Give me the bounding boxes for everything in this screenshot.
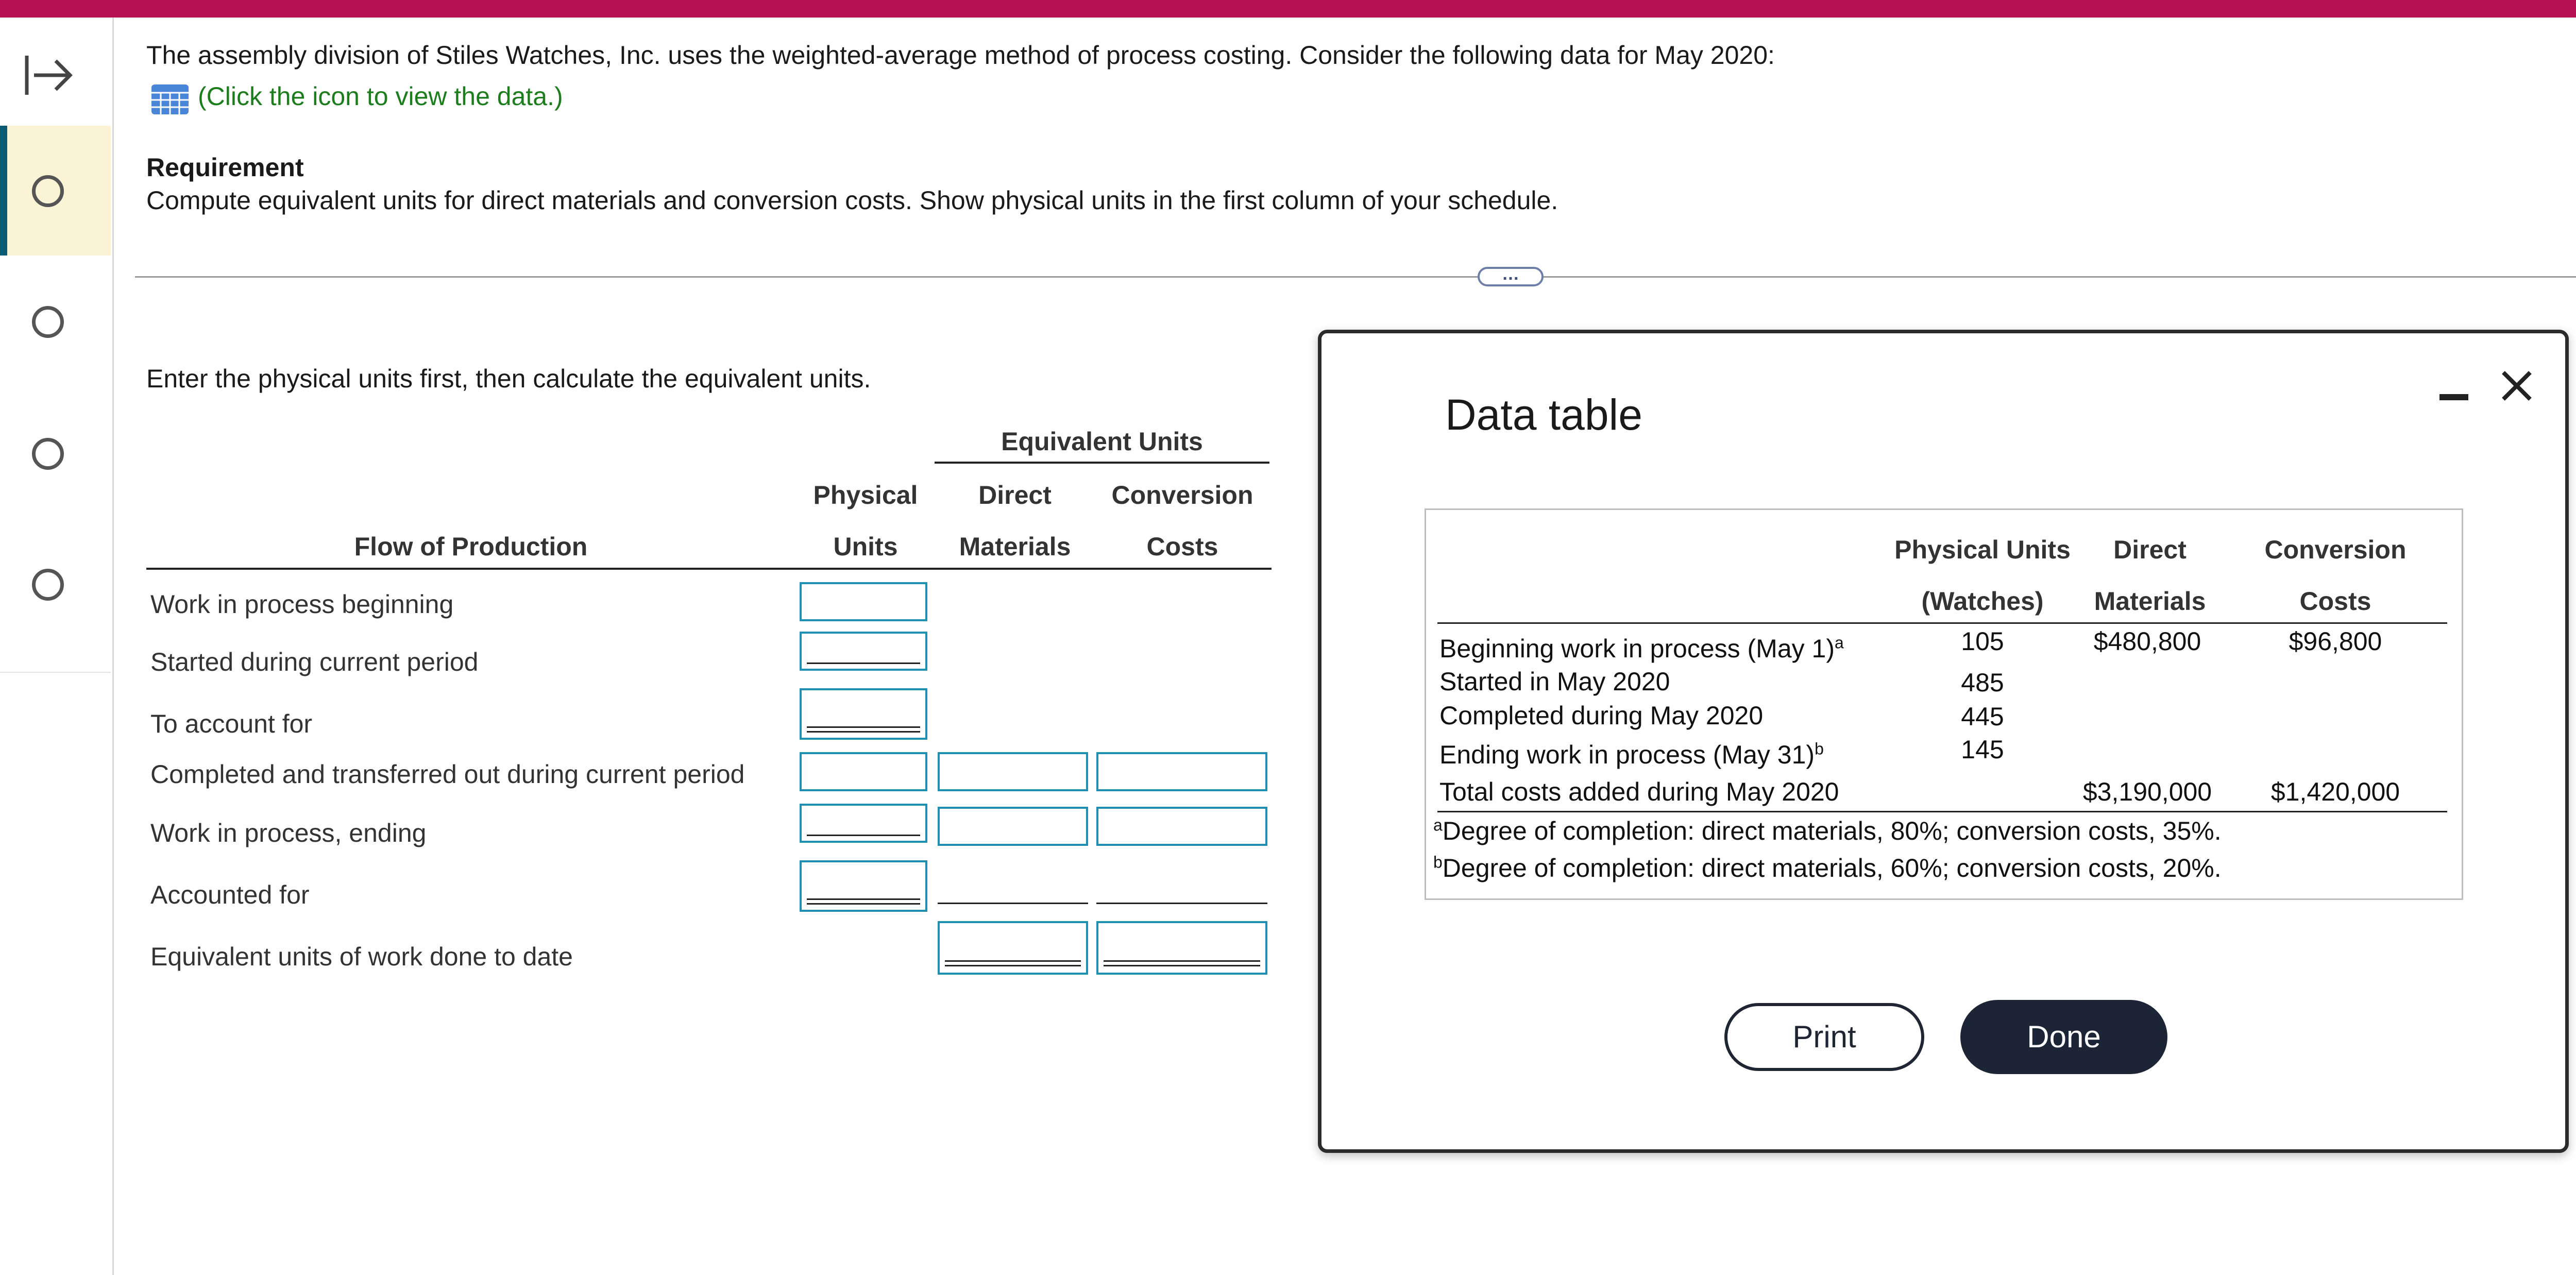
nav-question-1[interactable] <box>0 126 111 256</box>
problem-prompt: The assembly division of Stiles Watches, Inc. uses the weighted-average method of process costing. Consider the following data for May 2020: <box>146 41 1775 70</box>
dt-ending-physical: 145 <box>1961 735 2004 764</box>
dt-physical-header-2: (Watches) <box>1921 587 2044 616</box>
conversion-header-1: Conversion <box>1111 481 1253 509</box>
physical-units-wip-ending-input[interactable] <box>800 804 927 843</box>
schedule-instruction: Enter the physical units first, then calculate the equivalent units. <box>146 364 871 393</box>
done-button[interactable]: Done <box>1960 1000 2167 1074</box>
cc-wip-ending-input[interactable] <box>1096 807 1267 846</box>
total-underline <box>807 662 920 664</box>
double-underline <box>807 898 920 905</box>
view-data-link-text[interactable]: (Click the icon to view the data.) <box>198 82 563 111</box>
requirement-title: Requirement <box>146 153 304 182</box>
footnote-mark: b <box>1815 739 1824 758</box>
double-underline <box>807 726 920 733</box>
dt-footnote-a <box>1433 816 2222 846</box>
minimize-icon[interactable] <box>2437 380 2470 413</box>
dt-beginning-dm: $480,800 <box>2093 627 2201 656</box>
pane-divider <box>135 276 2576 278</box>
cc-equivalent-units-input[interactable] <box>1096 921 1267 975</box>
dt-row-label: Beginning work in process (May 1) <box>1439 634 1835 663</box>
physical-units-to-account-for-input[interactable] <box>800 688 927 740</box>
double-underline <box>1104 960 1260 966</box>
dt-completed-physical: 445 <box>1961 702 2004 731</box>
row-label-wip-ending: Work in process, ending <box>150 819 427 847</box>
equivalent-units-header: Equivalent Units <box>1001 427 1203 456</box>
nav-question-3[interactable] <box>0 386 111 516</box>
footnote-text: Degree of completion: direct materials, 60%; conversion costs, 20%. <box>1442 854 2222 882</box>
dt-row-beginning-wip <box>1439 634 1844 664</box>
dt-row-started: Started in May 2020 <box>1439 667 1670 696</box>
double-underline <box>945 960 1081 966</box>
nav-question-4[interactable] <box>0 516 111 646</box>
table-grid-icon[interactable] <box>150 83 190 115</box>
footnote-text: Degree of completion: direct materials, 80%; conversion costs, 35%. <box>1442 817 2222 845</box>
schedule-header-rule <box>146 568 1272 570</box>
dt-row-label: Ending work in process (May 31) <box>1439 740 1815 769</box>
question-status-icon <box>32 569 64 601</box>
footnote-mark: a <box>1835 633 1844 652</box>
requirement-text: Compute equivalent units for direct materials and conversion costs. Show physical units in the first column of your schedule. <box>146 186 1558 215</box>
dt-beginning-cc: $96,800 <box>2289 627 2382 656</box>
dt-row-completed: Completed during May 2020 <box>1439 701 1764 730</box>
physical-units-started-input[interactable] <box>800 632 927 671</box>
physical-units-header-2: Units <box>833 532 898 561</box>
expand-panel-icon[interactable] <box>23 49 74 101</box>
dialog-title: Data table <box>1445 390 1642 439</box>
physical-units-accounted-for-input[interactable] <box>800 860 927 912</box>
dt-row-ending-wip <box>1439 740 1824 770</box>
conversion-header-2: Costs <box>1146 532 1218 561</box>
top-accent-bar <box>0 0 2576 18</box>
physical-units-header-1: Physical <box>813 481 918 509</box>
row-label-started: Started during current period <box>150 648 479 676</box>
question-status-icon <box>32 438 64 470</box>
cc-completed-input[interactable] <box>1096 752 1267 791</box>
physical-units-wip-beginning-input[interactable] <box>800 582 927 621</box>
nav-question-2[interactable] <box>0 254 111 384</box>
close-icon[interactable] <box>2496 365 2537 406</box>
row-label-accounted-for: Accounted for <box>150 880 310 909</box>
direct-materials-header-1: Direct <box>978 481 1052 509</box>
flow-of-production-header: Flow of Production <box>354 532 588 561</box>
dm-completed-input[interactable] <box>938 752 1088 791</box>
dm-subtotal-rule <box>938 903 1088 904</box>
dt-dm-header-2: Materials <box>2094 587 2206 616</box>
row-label-completed-transferred: Completed and transferred out during current period <box>150 760 745 789</box>
dt-footnote-b <box>1433 853 2222 883</box>
dt-cc-header-2: Costs <box>2299 587 2371 616</box>
footnote-mark: b <box>1433 853 1443 872</box>
dt-row-total-costs: Total costs added during May 2020 <box>1439 777 1839 806</box>
resize-handle[interactable]: … <box>1478 267 1544 286</box>
dt-header-rule <box>1437 622 2447 624</box>
dm-wip-ending-input[interactable] <box>938 807 1088 846</box>
row-label-equivalent-units: Equivalent units of work done to date <box>150 942 573 971</box>
dt-footer-rule <box>1437 811 2447 812</box>
row-label-wip-beginning: Work in process beginning <box>150 590 454 619</box>
equivalent-units-rule <box>935 462 1269 464</box>
dt-beginning-physical: 105 <box>1961 627 2004 656</box>
cc-subtotal-rule <box>1096 903 1267 904</box>
nav-divider <box>0 672 111 673</box>
total-underline <box>807 835 920 836</box>
data-table-dialog <box>1318 330 2569 1153</box>
dt-dm-header-1: Direct <box>2113 535 2187 564</box>
question-status-icon <box>32 175 64 207</box>
question-nav-rail <box>0 18 114 1275</box>
dt-physical-header-1: Physical Units <box>1894 535 2071 564</box>
data-table <box>1425 508 2463 900</box>
dm-equivalent-units-input[interactable] <box>938 921 1088 975</box>
dt-total-dm: $3,190,000 <box>2082 777 2212 806</box>
dt-started-physical: 485 <box>1961 668 2004 697</box>
footnote-mark: a <box>1433 815 1443 835</box>
dt-cc-header-1: Conversion <box>2264 535 2406 564</box>
question-status-icon <box>32 306 64 338</box>
dt-total-cc: $1,420,000 <box>2270 777 2400 806</box>
print-button[interactable]: Print <box>1724 1003 1924 1071</box>
direct-materials-header-2: Materials <box>959 532 1071 561</box>
physical-units-completed-input[interactable] <box>800 752 927 791</box>
row-label-to-account-for: To account for <box>150 709 313 738</box>
